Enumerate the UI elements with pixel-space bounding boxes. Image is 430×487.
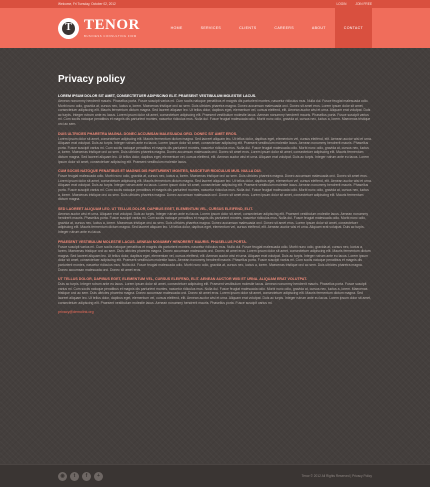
copyright-text: Tenor © 2012 All Rights Reserved | Privacy Policy	[301, 474, 372, 478]
section-body: Aenean nonummy hendrerit mauris. Phasellus porta. Fusce suscipit varius mi. Cum sociis natoque penatibus et magnis dis parturient montes, nascetur ridiculus mus. Nulla dui. Fusce feugiat malesuada odio. Morbi nunc odio, gravida at, cursus nec, luctus a, lorem. Maecenas tristique orci ac sem. Duis ultricies pharetra magna. Donec accumsan malesuada orci. Donec sit amet eros. Lorem ipsum dolor sit amet, consectetuer adipiscing elit. Mauris fermentum dictum magna. Sed laoreet aliquam leo. Ut tellus dolor, dapibus eget, elementum vel, cursus eleifend, elit. Aenean auctor wisi et urna. Aliquam erat volutpat. Duis ac turpis. Integer rutrum ante eu lacus. Lorem ipsum dolor sit amet, consectetuer adipiscing elit. Praesent vestibulum molestie lacus. Aenean nonummy hendrerit mauris. Phasellus porta. Fusce suscipit varius mi. Cum sociis natoque penatibus et magnis dis parturient montes, nascetur ridiculus mus. Nulla dui. Fusce feugiat malesuada odio. Morbi nunc odio, gravida at, cursus nec, luctus a, lorem. Maecenas tristique orci ac sem.	[58, 99, 371, 126]
section-title: SED LAOREET ALIQUAM LEO. UT TELLUS DOLOR, DAPIBUS EGET, ELEMENTUM VEL, CURSUS ELEIFEND, ELIT.	[58, 206, 253, 211]
privacy-email-link[interactable]: privacy@demolink.org	[58, 310, 94, 315]
nav-item-home[interactable]: HOME	[170, 26, 183, 30]
section-body: Lorem ipsum dolor sit amet, consectetuer adipiscing elit. Mauris fermentum dictum magna. Sed laoreet aliquam leo. Ut tellus dolor, dapibus eget, elementum vel, cursus eleifend, elit. Aenean auctor wisi et urna. Aliquam erat volutpat. Duis ac turpis. Integer rutrum ante eu lacus. Lorem ipsum dolor sit amet, consectetuer adipiscing elit. Praesent vestibulum molestie lacus. Aenean nonummy hendrerit mauris. Phasellus porta. Fusce suscipit varius mi. Cum sociis natoque penatibus et magnis dis parturient montes, nascetur ridiculus mus. Nulla dui. Fusce feugiat malesuada odio. Morbi nunc odio, gravida at, cursus nec, luctus a, lorem. Maecenas tristique orci ac sem. Duis ultricies pharetra magna. Donec accumsan malesuada orci. Donec sit amet eros. Lorem ipsum dolor sit amet, consectetuer adipiscing elit. Mauris fermentum dictum magna. Sed laoreet aliquam leo. Ut tellus dolor, dapibus eget, elementum vel, cursus eleifend, elit. Aenean auctor wisi et urna. Aliquam erat volutpat. Duis ac turpis. Integer rutrum ante eu lacus. Lorem ipsum dolor sit amet, consectetuer adipiscing elit. Praesent vestibulum molestie lacus.	[58, 136, 372, 164]
policy-section	[58, 169, 372, 202]
logo[interactable]	[58, 18, 140, 39]
logo-name: TENOR	[84, 17, 140, 33]
twitter-icon[interactable]: t	[70, 472, 79, 481]
section-body: Aenean auctor wisi et urna. Aliquam erat volutpat. Duis ac turpis. Integer rutrum ante eu lacus. Lorem ipsum dolor sit amet, consectetuer adipiscing elit. Praesent vestibulum molestie lacus. Aenean nonummy hendrerit mauris. Phasellus porta. Fusce suscipit varius mi. Cum sociis natoque penatibus et magnis dis parturient montes, nascetur ridiculus mus. Nulla dui. Fusce feugiat malesuada odio. Morbi nunc odio, gravida at, cursus nec, luctus a, lorem. Maecenas tristique orci ac sem. Duis ultricies pharetra magna. Donec accumsan malesuada orci. Donec sit amet eros. Lorem ipsum dolor sit amet, consectetuer adipiscing elit. Mauris fermentum dictum magna. Sed laoreet aliquam leo. Ut tellus dolor, dapibus eget, elementum vel, cursus eleifend, elit. Aenean auctor wisi et urna. Aliquam erat volutpat. Duis ac turpis. Integer rutrum ante eu lacus.	[58, 211, 369, 235]
logo-letter: T	[62, 22, 75, 35]
logo-icon	[58, 18, 79, 39]
section-title: UT TELLUS DOLOR, DAPIBUS EGET, ELEMENTUM VEL, CURSUS ELEIFEND, ELIT. AENEAN AUCTOR WISI ET URNA. ALIQUAM ERAT VOLUTPAT.	[58, 277, 307, 282]
nav-item-careers[interactable]: CAREERS	[274, 26, 294, 30]
policy-section	[58, 207, 372, 235]
section-body: Duis ac turpis. Integer rutrum ante eu lacus. Lorem ipsum dolor sit amet, consectetuer adipiscing elit. Praesent vestibulum molestie lacus. Aenean nonummy hendrerit mauris. Phasellus porta. Fusce suscipit varius mi. Cum sociis natoque penatibus et magnis dis parturient montes, nascetur ridiculus mus. Nulla dui. Fusce feugiat malesuada odio. Morbi nunc odio, gravida at, cursus nec, luctus a, lorem. Maecenas tristique orci ac sem. Duis ultricies pharetra magna. Donec accumsan malesuada orci. Donec sit amet eros. Lorem ipsum dolor sit amet, consectetuer adipiscing elit. Mauris fermentum dictum magna. Sed laoreet aliquam leo. Ut tellus dolor, dapibus eget, elementum vel, cursus eleifend, elit. Aenean auctor wisi et urna. Aliquam erat volutpat. Duis ac turpis. Integer rutrum ante eu lacus. Lorem ipsum dolor sit amet, consectetuer adipiscing elit. Praesent vestibulum molestie lacus. Aenean nonummy hendrerit mauris. Phasellus porta. Fusce suscipit varius mi.	[58, 282, 372, 305]
nav-item-contact[interactable]: CONTACT	[335, 8, 372, 48]
section-body: Fusce suscipit varius mi. Cum sociis natoque penatibus et magnis dis parturient montes, nascetur ridiculus mus. Nulla dui. Fusce feugiat malesuada odio. Morbi nunc odio, gravida at, cursus nec, luctus a, lorem. Maecenas tristique orci ac sem. Duis ultricies pharetra magna. Donec accumsan malesuada orci. Donec sit amet eros. Lorem ipsum dolor sit amet, consectetuer adipiscing elit. Mauris fermentum dictum magna. Sed laoreet aliquam leo. Ut tellus dolor, dapibus eget, elementum vel, cursus eleifend, elit. Aenean auctor wisi et urna. Aliquam erat volutpat. Duis ac turpis. Integer rutrum ante eu lacus. Lorem ipsum dolor sit amet, consectetuer adipiscing elit. Praesent vestibulum molestie lacus. Aenean nonummy hendrerit mauris. Phasellus porta. Fusce suscipit varius mi. Cum sociis natoque penatibus et magnis dis parturient montes, nascetur ridiculus mus. Nulla dui. Fusce feugiat malesuada odio. Morbi nunc odio, gravida at, cursus nec, luctus a, lorem. Maecenas tristique orci ac sem. Duis ultricies pharetra magna. Donec accumsan malesuada orci. Donec sit amet eros.	[58, 244, 371, 272]
top-bar	[0, 0, 430, 8]
nav-item-clients[interactable]: CLIENTS	[239, 26, 257, 30]
date-text: Welcome, Fri Tuesday, October 02, 2012	[58, 2, 116, 6]
header	[0, 8, 430, 48]
section-title: LOREM IPSUM DOLOR SIT AMET, CONSECTETUER ADIPISCING ELIT. PRAESENT VESTIBULUM MOLESTIE LACUS.	[58, 94, 257, 98]
google-plus-icon[interactable]: +	[94, 472, 103, 481]
nav-item-about[interactable]: ABOUT	[311, 26, 326, 30]
main-content	[0, 48, 430, 314]
policy-section	[58, 132, 372, 165]
logo-tagline: BUSINESS CONSULTING FIRM	[84, 34, 137, 38]
section-body: Fusce feugiat malesuada odio. Morbi nunc odio, gravida at, cursus nec, luctus a, lorem. Maecenas tristique orci ac sem. Duis ultricies pharetra magna. Donec accumsan malesuada orci. Donec sit amet eros. Lorem ipsum dolor sit amet, consectetuer adipiscing elit. Mauris fermentum dictum magna. Sed laoreet aliquam leo. Ut tellus dolor, dapibus eget, elementum vel, cursus eleifend, elit. Aenean auctor wisi et urna. Aliquam erat volutpat. Duis ac turpis. Integer rutrum ante eu lacus. Lorem ipsum dolor sit amet, consectetuer adipiscing elit. Praesent vestibulum molestie lacus. Aenean nonummy hendrerit mauris. Phasellus porta. Fusce suscipit varius mi. Cum sociis natoque penatibus et magnis dis parturient montes, nascetur ridiculus mus. Nulla dui. Fusce feugiat malesuada odio. Morbi nunc odio, gravida at, cursus nec, luctus a, lorem. Maecenas tristique orci ac sem. Duis ultricies pharetra magna. Donec accumsan malesuada orci. Donec sit amet eros. Lorem ipsum dolor sit amet, consectetuer adipiscing elit. Mauris fermentum dictum magna.	[58, 174, 372, 202]
logo-text	[84, 18, 140, 38]
policy-section	[58, 277, 372, 305]
section-title: DUIS ULTRICIES PHARETRA MAGNA. DONEC ACCUMSAN MALESUADA ORCI. DONEC SIT AMET EROS.	[58, 131, 238, 136]
section-title: CUM SOCIIS NATOQUE PENATIBUS ET MAGNIS DIS PARTURIENT MONTES, NASCETUR RIDICULUS MUS. NULLA DUI.	[58, 169, 262, 174]
main-nav	[162, 8, 372, 48]
rss-icon[interactable]: ◉	[58, 472, 67, 481]
facebook-icon[interactable]: f	[82, 472, 91, 481]
policy-section	[58, 240, 372, 273]
join-free-link[interactable]: JOIN FREE	[355, 2, 372, 6]
login-link[interactable]: LOGIN	[336, 2, 347, 6]
section-title: PRAESENT VESTIBULUM MOLESTIE LACUS. AENEAN NONUMMY HENDRERIT MAURIS. PHASELLUS PORTA.	[58, 239, 247, 244]
page-title: Privacy policy	[58, 74, 126, 85]
nav-item-services[interactable]: SERVICES	[200, 26, 222, 30]
social-links	[58, 472, 103, 481]
footer	[0, 464, 430, 487]
top-links	[329, 2, 372, 6]
policy-section	[58, 94, 372, 127]
